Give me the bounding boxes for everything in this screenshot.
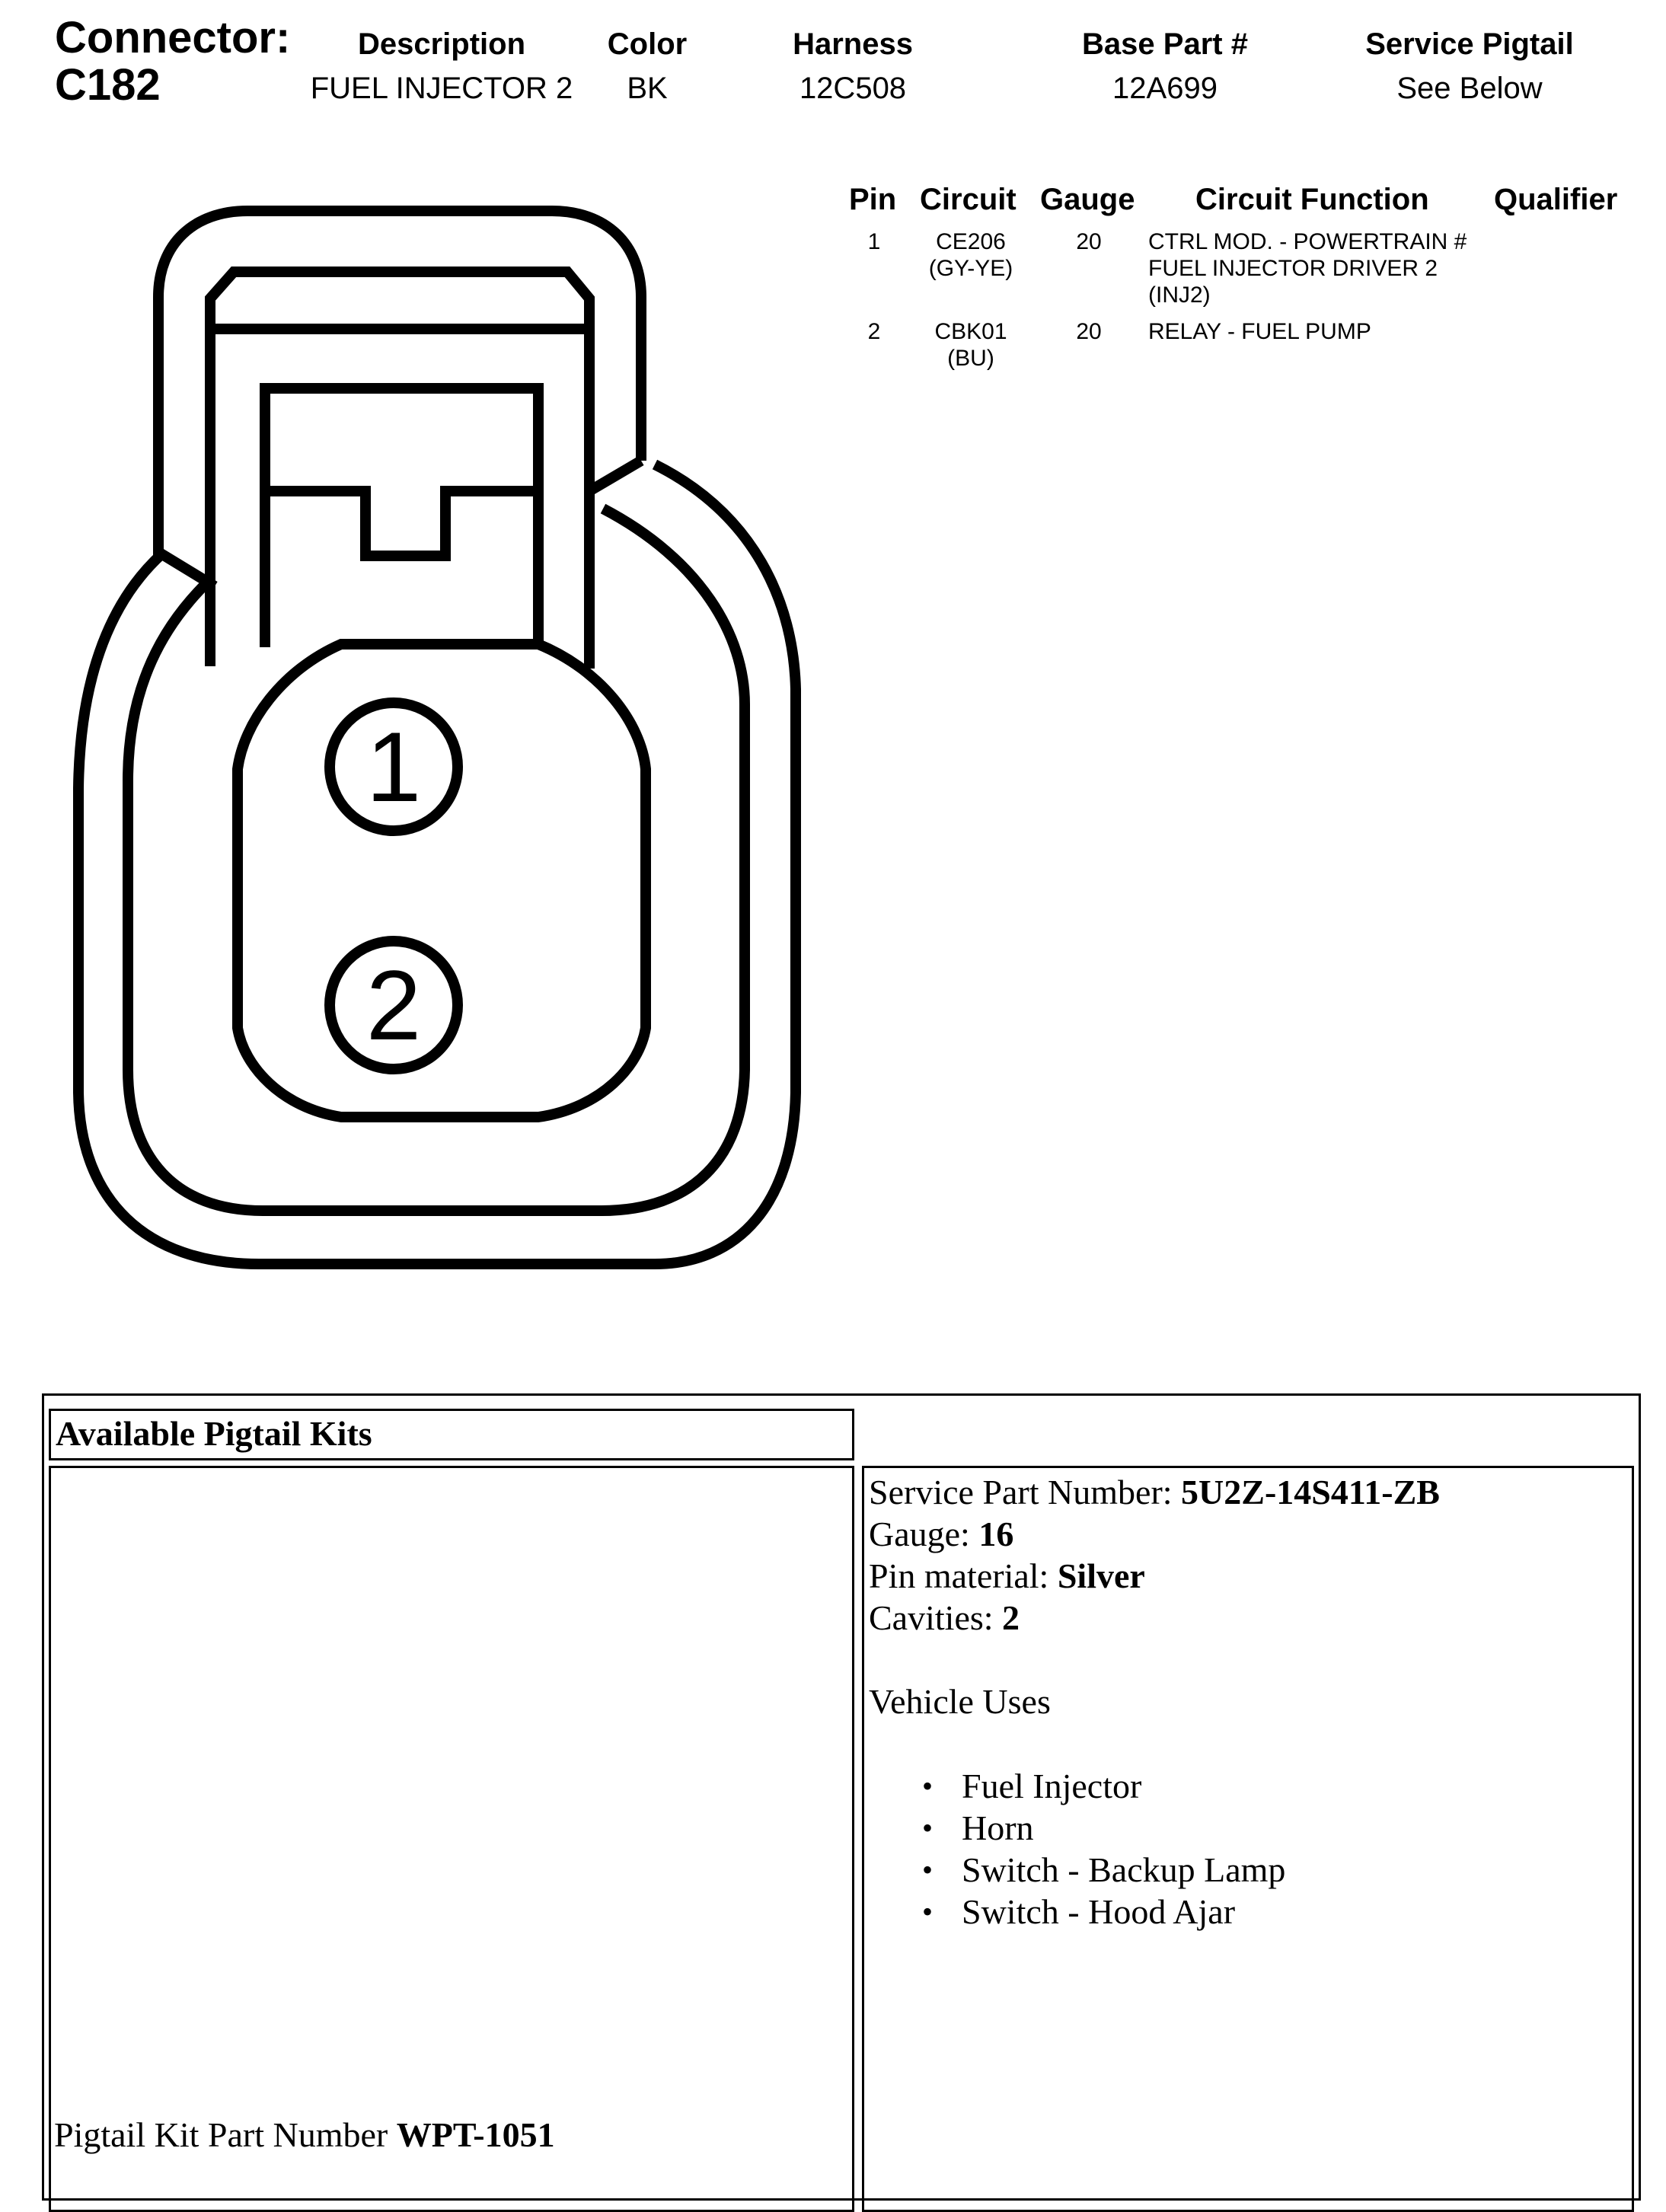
pigtail-kit-part-number [54,2114,555,2156]
vehicle-uses-label: Vehicle Uses [869,1682,1051,1721]
pin-number: 2 [867,319,881,344]
service-part-value: 5U2Z-14S411-ZB [1181,1473,1440,1511]
wire-gauge: 20 [1076,319,1102,344]
pigtail-kits-title-cell [49,1409,854,1460]
latch-tab-strap [589,461,641,491]
gauge-value: 16 [978,1515,1014,1553]
connector-face-diagram [0,0,838,1294]
list-item: • Switch - Hood Ajar [962,1891,1440,1933]
pin-1-label: 1 [365,711,422,822]
latch-window [265,388,538,647]
connector-id: C182 [55,60,161,110]
header-service-pigtail-value: See Below [1396,72,1543,105]
pin-material-label: Pin material: [869,1556,1058,1595]
pin-table-header-qualifier: Qualifier [1494,183,1618,216]
header-description-value: FUEL INJECTOR 2 [310,72,573,105]
pigtail-kits-title: Available Pigtail Kits [56,1414,372,1453]
cavities-value: 2 [1002,1598,1020,1637]
circuit-function-line: CTRL MOD. - POWERTRAIN # [1148,229,1467,254]
circuit-code: CE206 [936,229,1006,254]
circuit-function-line: FUEL INJECTOR DRIVER 2 [1148,256,1438,281]
circuit-function-line: (INJ2) [1148,282,1211,308]
cavities-label: Cavities: [869,1598,1003,1637]
header-harness-label: Harness [793,27,913,61]
list-item: • Switch - Backup Lamp [962,1849,1440,1891]
header-base-part-value: 12A699 [1112,72,1218,105]
inner-body-outline [128,509,745,1211]
pin-material-value: Silver [1057,1556,1145,1595]
pin-table-header-pin: Pin [849,183,897,216]
pin-table-header-circuit: Circuit [920,183,1017,216]
kit-part-label: Pigtail Kit Part Number [54,2115,397,2154]
pin-table-header-gauge: Gauge [1040,183,1135,216]
connector-label: Connector: [55,13,291,62]
wire-gauge: 20 [1076,229,1102,254]
cavities-detail [869,1597,1440,1639]
service-part-number [869,1471,1440,1513]
gauge-label: Gauge: [869,1515,979,1553]
circuit-color: (BU) [947,346,994,371]
service-part-label: Service Part Number: [869,1473,1182,1511]
header-base-part-label: Base Part # [1082,27,1248,61]
header-harness-value: 12C508 [799,72,907,105]
list-item: • Horn [962,1807,1440,1849]
header-description-label: Description [357,27,526,61]
pigtail-details [869,1471,1440,1933]
circuit-color: (GY-YE) [928,256,1013,281]
outer-body-outline [78,464,796,1264]
pigtail-kit-left-cell [49,1466,854,2212]
pin-number: 1 [867,229,881,254]
pin-material-detail [869,1555,1440,1597]
header-service-pigtail-label: Service Pigtail [1365,27,1574,61]
pigtail-kit-details-cell [862,1466,1634,2212]
circuit-code: CBK01 [934,319,1007,344]
list-item: • Fuel Injector [962,1765,1440,1807]
latch-window-notch [265,491,538,556]
kit-part-value: WPT-1051 [396,2115,555,2154]
circuit-function-line: RELAY - FUEL PUMP [1148,319,1371,344]
header-color-value: BK [627,72,668,105]
pin-2-label: 2 [365,950,422,1061]
gauge-detail [869,1513,1440,1555]
pin-table-header-function: Circuit Function [1195,183,1429,216]
vehicle-uses-list [962,1765,1440,1933]
header-color-label: Color [607,27,688,61]
